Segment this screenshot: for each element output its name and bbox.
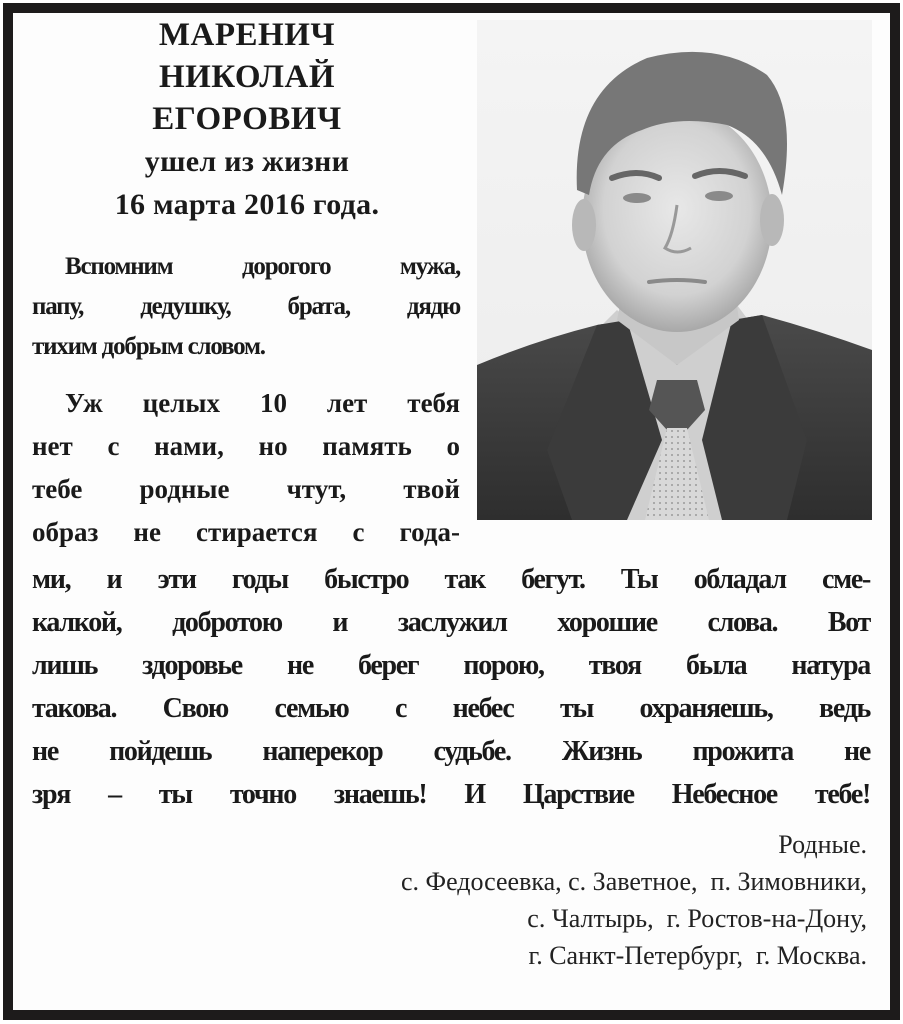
signature-block [167,826,867,974]
memory-line: образ не стирается с года- [32,517,460,547]
remember-paragraph [32,247,460,367]
memory-paragraph-wide [32,558,870,816]
memory-line: тебе родные чтут, твой [32,474,460,504]
surname: МАРЕНИЧ [158,17,336,53]
remember-line: папу, дедушку, брата, дядю [32,293,460,320]
remember-line: Вспомним дорогого мужа, [65,253,460,280]
memory-paragraph-narrow [32,382,460,554]
places-line: с. Чалтырь, г. Ростов-на-Дону, [527,904,867,933]
memory-line: нет с нами, но память о [32,431,460,461]
memory-line: не пойдешь наперекор судьбе. Жизнь прожита не [32,736,870,767]
patronymic: ЕГОРОВИЧ [152,101,342,137]
memory-line: ми, и эти годы быстро так бегут. Ты обладал сме- [32,564,870,595]
memory-line: калкой, добротою и заслужил хорошие слова. Вот [32,607,870,638]
memory-line: такова. Свою семью с небес ты охраняешь, ведь [32,693,870,724]
first-name: НИКОЛАЙ [158,59,336,95]
date-line: 16 марта 2016 года. [114,188,380,221]
remember-line: тихим добрым словом. [32,333,265,360]
places-line: г. Санкт-Петербург, г. Москва. [528,941,867,970]
obituary-header [22,14,472,226]
passed-line: ушел из жизни [144,145,350,178]
memory-line: зря – ты точно знаешь! И Царствие Небесное тебе! [32,779,870,810]
portrait-photo [477,20,872,520]
memory-line: Уж целых 10 лет тебя [65,388,460,418]
signature: Родные. [778,830,867,859]
memory-line: лишь здоровье не берег порою, твоя была натура [32,650,870,681]
places-line: с. Федосеевка, с. Заветное, п. Зимовники, [400,867,867,896]
